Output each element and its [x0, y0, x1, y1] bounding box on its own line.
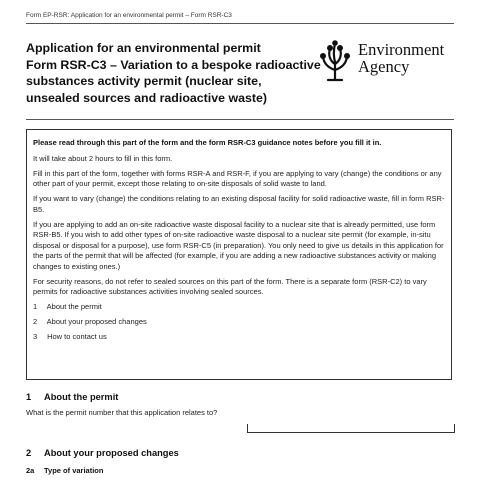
environment-agency-tree-icon	[318, 40, 352, 82]
notice-paragraph: If you want to vary (change) the conditions relating to an existing disposal facility for solid radioactive waste, fill in form RSR-B5.	[33, 194, 445, 214]
section-2-heading	[26, 448, 179, 458]
title-divider	[26, 119, 454, 120]
logo-wordmark	[358, 41, 444, 75]
form-title-line-2: Form RSR-C3 – Variation to a bespoke radioactive	[26, 57, 321, 72]
form-title-line-1: Application for an environmental permit	[26, 41, 261, 55]
notice-lead: Please read through this part of the form and the form RSR-C3 guidance notes before you fill it in.	[33, 138, 382, 147]
form-title-line-3: substances activity permit (nuclear site,	[26, 74, 262, 88]
section-2-number: 2	[26, 448, 32, 458]
logo-wordmark-line-2: Agency	[358, 57, 410, 76]
section-2a-number: 2a	[26, 466, 35, 475]
permit-number-question: What is the permit number that this application relates to?	[26, 408, 218, 417]
contents-item-number: 3	[33, 332, 38, 341]
form-title	[26, 40, 321, 106]
contents-item-number: 1	[33, 302, 38, 311]
permit-number-field[interactable]	[247, 424, 455, 433]
notice-paragraph: If you are applying to add an on-site radioactive waste disposal facility to a nuclear site that is already permitted, use form RSR-B5. If you wish to add other types of on-site radioactive waste disposal to a nuclear site permit (for example, in-situ disposal or disposal for a purpose), use form RSR-C5 (in preparation). You only need to give us details in this application for the parts of the permit that will be affected (for example, if you are adding a new radioactive substances activity or making changes to existing ones.)	[33, 219, 444, 271]
header-divider	[26, 23, 454, 24]
section-2-title: About your proposed changes	[44, 448, 179, 458]
contents-item-label: About your proposed changes	[46, 317, 147, 326]
section-2a-heading	[26, 466, 103, 475]
contents-item	[33, 332, 445, 343]
running-header: Form EP-RSR: Application for an environmental permit – Form RSR-C3	[26, 12, 232, 19]
guidance-notice-box	[26, 129, 452, 380]
contents-item-label: How to contact us	[47, 332, 107, 341]
section-2a-title: Type of variation	[44, 466, 104, 475]
contents-item-label: About the permit	[46, 302, 102, 311]
notice-paragraph: It will take about 2 hours to fill in this form.	[33, 153, 173, 163]
contents-item	[33, 317, 445, 328]
contents-item	[33, 302, 445, 313]
contents-list	[33, 302, 445, 343]
contents-item-number: 2	[33, 317, 38, 326]
section-1-heading	[26, 392, 456, 402]
form-title-line-4: unsealed sources and radioactive waste)	[26, 90, 268, 105]
logo-wordmark-line-1: Environment	[358, 40, 445, 59]
notice-paragraph: Fill in this part of the form, together with forms RSR-A and RSR-F, if you are applying to vary (change) the conditions or any other part of your permit, except those relating to on-site disposals of solid waste to land.	[33, 168, 442, 188]
section-1-number: 1	[26, 392, 32, 402]
notice-paragraph: For security reasons, do not refer to sealed sources on this part of the form. There is a separate form (RSR-C2) to vary permits for radioactive substances activities involving sealed sources.	[33, 276, 427, 296]
section-1-title: About the permit	[44, 392, 119, 402]
environment-agency-logo	[318, 40, 458, 88]
